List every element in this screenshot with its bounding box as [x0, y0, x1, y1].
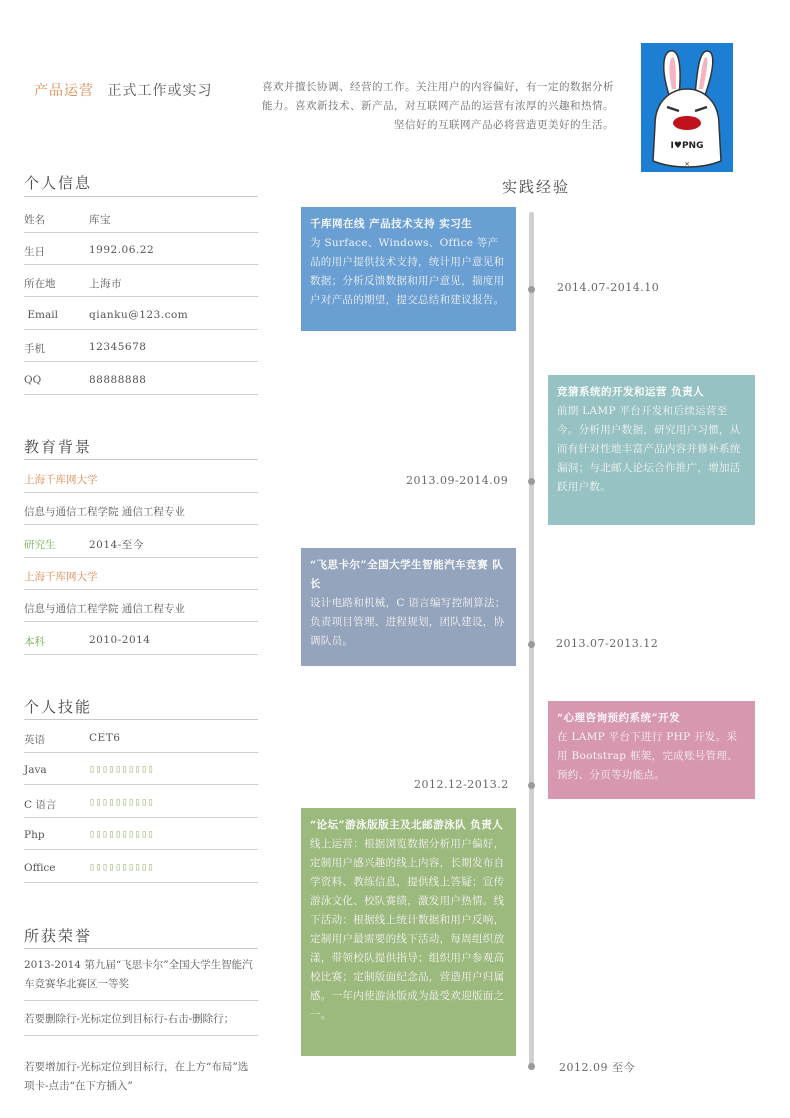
skill-row-c: [24, 786, 258, 818]
edu-school-2: [24, 558, 258, 590]
info-label: 手机: [24, 343, 45, 355]
info-value: 88888888: [89, 374, 147, 386]
divider: [24, 719, 258, 720]
experience-card-body: 设计电路和机械，C 语言编写控制算法；负责项目管理、进程规划，团队建设，协调队员。: [310, 597, 506, 647]
skill-label: C 语言: [24, 799, 57, 811]
major-name: 信息与通信工程学院 通信工程专业: [24, 603, 185, 615]
experience-card-title: 竞猜系统的开发和运营 负责人: [557, 386, 705, 398]
timeline-dot: [528, 478, 535, 485]
education-title: 教育背景: [24, 438, 93, 456]
award-item: 2013-2014 第九届“飞思卡尔”全国大学生智能汽车竞赛华北赛区一等奖: [24, 956, 258, 1001]
experience-date: 2014.07-2014.10: [557, 281, 660, 294]
experience-card: [301, 548, 516, 666]
info-value: 12345678: [89, 341, 147, 353]
divider: [24, 948, 258, 949]
info-label: 生日: [24, 246, 45, 258]
info-value: 1992.06.22: [89, 244, 155, 256]
experience-card-title: “论坛”游泳版版主及北邮游泳队 负责人: [310, 819, 504, 831]
info-label: Email: [24, 309, 58, 321]
skill-row-english: [24, 721, 258, 753]
experience-card-body: 在 LAMP 平台下进行 PHP 开发。采用 Bootstrap 框架，完成账号管理、预约、分页等功能点。: [557, 731, 738, 781]
timeline-dot: [528, 1063, 535, 1070]
info-label: 所在地: [24, 278, 56, 290]
experience-card-title: “心理咨询预约系统”开发: [557, 712, 681, 724]
experience-date: 2013.07-2013.12: [556, 637, 659, 650]
skill-value: CET6: [89, 732, 121, 744]
experience-card: [301, 207, 516, 331]
skill-stars: ▯▯▯▯▯▯▯▯▯▯: [89, 797, 155, 808]
skills-title: 个人技能: [24, 698, 93, 716]
info-label: 姓名: [24, 214, 45, 226]
degree-label: 研究生: [24, 539, 56, 551]
experience-card: [301, 808, 516, 1056]
skill-row-java: [24, 753, 258, 785]
experience-card: [548, 701, 755, 799]
degree-period: 2014-至今: [89, 539, 144, 551]
timeline-dot: [528, 641, 535, 648]
skill-row-office: [24, 851, 258, 883]
experience-card-title: “飞思卡尔”全国大学生智能汽车竞赛 队长: [310, 559, 504, 590]
awards-title: 所获荣誉: [24, 927, 93, 945]
self-intro: 喜欢并擅长协调、经营的工作。关注用户的内容偏好，有一定的数据分析能力。喜欢新技术、新产品，对互联网产品的运营有浓厚的兴趣和热情。坚信好的互联网产品必将营造更美好的生活。: [262, 81, 614, 131]
divider: [24, 196, 258, 197]
edu-school-1: [24, 461, 258, 493]
info-row-qq: [24, 363, 258, 395]
info-row-phone: [24, 330, 258, 362]
edu-degree-1: [24, 526, 258, 558]
avatar: [641, 43, 733, 172]
svg-text:×: ×: [684, 160, 690, 168]
skill-stars: ▯▯▯▯▯▯▯▯▯▯: [89, 764, 155, 775]
experience-title: 实践经验: [502, 178, 571, 196]
skill-label: Office: [24, 862, 56, 874]
rabbit-mascot-icon: [641, 43, 733, 172]
major-name: 信息与通信工程学院 通信工程专业: [24, 506, 185, 518]
school-name: 上海千库网大学: [24, 474, 98, 486]
info-row-name: [24, 201, 258, 233]
info-value: 库宝: [89, 214, 111, 226]
personal-info-title: 个人信息: [24, 174, 93, 192]
experience-card-body: 线上运营：根据浏览数据分析用户偏好，定制用户感兴趣的线上内容，长期发布自学资料、教练信息，提供线上答疑；宣传游泳文化、校队赛绩，激发用户热情。线下活动：根据线上统计数据和用户反响，定制用户最需要的线下活动，每周组织放漾，带领校队提供指导；组织用户参观高校比赛；定制版面纪念品，营造用户归属感。一年内使游泳版成为最受欢迎版面之一。: [310, 838, 505, 1021]
header-title: [34, 80, 212, 100]
timeline-dot: [528, 782, 535, 789]
award-item: 若要增加行-光标定位到目标行，在上方“布局”选项卡-点击“在下方插入”: [24, 1061, 249, 1092]
experience-date: 2013.09-2014.09: [406, 474, 509, 487]
divider: [24, 459, 258, 460]
degree-label: 本科: [24, 636, 45, 648]
info-value: 上海市: [89, 278, 122, 290]
school-name: 上海千库网大学: [24, 571, 98, 583]
skill-label: Java: [24, 764, 47, 776]
avatar-text: I♥PNG: [670, 141, 704, 151]
skill-row-php: [24, 818, 258, 850]
skill-label: 英语: [24, 734, 45, 746]
timeline-dot: [528, 286, 535, 293]
edu-major-2: [24, 590, 258, 622]
info-row-email: [24, 298, 258, 330]
skill-stars: ▯▯▯▯▯▯▯▯▯▯: [89, 829, 155, 840]
experience-card-title: 千库网在线 产品技术支持 实习生: [310, 218, 473, 230]
experience-date: 2012.09 至今: [559, 1061, 635, 1074]
job-type: 正式工作或实习: [107, 83, 213, 99]
info-row-birthday: [24, 233, 258, 265]
edu-degree-2: [24, 623, 258, 655]
edu-major-1: [24, 493, 258, 525]
experience-card: [548, 375, 755, 525]
experience-date: 2012.12-2013.2: [414, 778, 509, 791]
experience-card-body: 为 Surface、Windows、Office 等产品的用户提供技术支持，统计用户意见和数据；分析反馈数据和用户意见，揣度用户对产品的期望，提交总结和建议报告。: [310, 237, 505, 306]
job-role: 产品运营: [34, 83, 94, 99]
info-row-location: [24, 265, 258, 297]
skill-label: Php: [24, 829, 45, 841]
degree-period: 2010-2014: [89, 634, 151, 646]
info-value: qianku@123.com: [89, 309, 189, 321]
skill-stars: ▯▯▯▯▯▯▯▯▯▯: [89, 862, 155, 873]
info-label: QQ: [24, 374, 42, 386]
experience-card-body: 前期 LAMP 平台开发和后续运营至今。分析用户数据，研究用户习惯，从而有针对性地丰富产品内容并修补系统漏洞；与北邮人论坛合作推广，增加活跃用户数。: [557, 405, 741, 493]
award-item: 若要删除行-光标定位到目标行-右击-删除行；: [24, 1010, 258, 1036]
